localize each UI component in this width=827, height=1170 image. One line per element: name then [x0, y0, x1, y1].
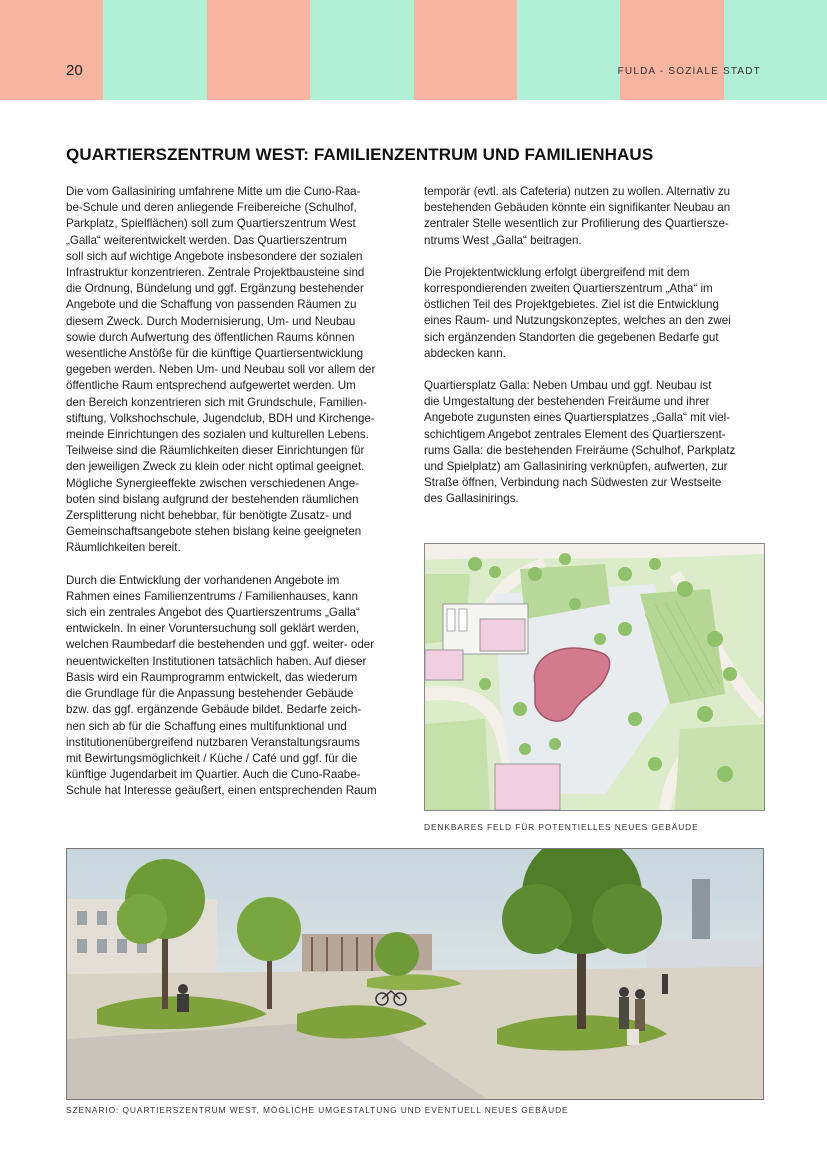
header-stripe [207, 0, 310, 100]
paragraph: temporär (evtl. als Cafeteria) nutzen zu wollen. Alternativ zu bestehenden Gebäuden könnte ein signifikanter Neubau an zentraler Stelle wesentlich zur Profilierung des Quartiersze- ntrums West „Galla“ beitragen. [424, 185, 731, 247]
photo-caption: SZENARIO: QUARTIERSZENTRUM WEST, MÖGLICHE UMGESTALTUNG UND EVENTUELL NEUES GEBÄUDE [66, 1105, 569, 1115]
header-stripe [414, 0, 517, 100]
scenario-rendering-drawing [67, 849, 763, 1099]
right-text-column [424, 184, 769, 524]
map-caption: DENKBARES FELD FÜR POTENTIELLES NEUES GEBÄUDE [424, 822, 699, 832]
publication-title: FULDA - SOZIALE STADT [617, 66, 761, 77]
paragraph: Durch die Entwicklung der vorhandenen Angebote im Rahmen eines Familienzentrums / Familienhauses, kann sich ein zentrales Angebot des Quartierszentrums „Galla“ entwickeln. In einer Voruntersuchung soll geklärt werden, welchen Raumbedarf die bestehenden und ggf. weiter- oder neuentwickelten Institutionen tatsächlich haben. Auf dieser Basis wird ein Raumprogramm entwickelt, das wiederum die Grundlage für die Anpassung bestehender Gebäude bzw. das ggf. ergänzende Gebäude bildet. Bedarfe zeich- nen sich ab für die Schaffung eines multifunktional und institutionenübergreifend nutzbaren Veranstaltungsraums mit Bewirtungsmöglichkeit / Küche / Café und ggf. für die künftige Jugendarbeit im Quartier. Auch die Cuno-Raabe- Schule hat Interesse geäußert, einen entsprechenden Raum [66, 573, 377, 798]
paragraph: Quartiersplatz Galla: Neben Umbau und ggf. Neubau ist die Umgestaltung der bestehenden Freiräume und ihrer Angebote zugunsten eines Quartiersplatzes „Galla“ mit viel- schichtigem Angebot zentrales Element des Quartierszent- rums Galla: die bestehenden Freiräume (Schulhof, Parkplatz und Spielplatz) am Gallasiniring verknüpfen, aufwerten, zur Straße öffnen, Verbindung nach Südwesten zur Westseite des Gallasinirings. [424, 379, 736, 506]
site-plan-drawing [425, 544, 764, 810]
header-stripe [517, 0, 620, 100]
paragraph: Die Projektentwicklung erfolgt übergreifend mit dem korrespondierenden zweiten Quartierszentrum „Atha“ im östlichen Teil des Projektgebietes. Ziel ist die Entwicklung eines Raum- und Nutzungskonzeptes, welches an den zwei sich ergänzenden Standorten die gegebenen Bedarfe gut abdecken kann. [424, 265, 731, 360]
header-stripe [0, 0, 103, 100]
header-stripe [724, 0, 827, 100]
scenario-rendering-image [66, 848, 764, 1100]
header-stripe [310, 0, 413, 100]
article-title: QUARTIERSZENTRUM WEST: FAMILIENZENTRUM UND FAMILIENHAUS [66, 145, 654, 164]
site-plan-image [424, 543, 765, 811]
paragraph: Die vom Gallasiniring umfahrene Mitte um die Cuno-Raa- be-Schule und deren anliegende Freibereiche (Schulhof, Parkplatz, Spielflächen) soll zum Quartierszentrum West „Galla“ weiterentwickelt werden. Das Quartierszentrum soll sich auf wichtige Angebote insbesondere der sozialen Infrastruktur konzentrieren. Zentrale Projektbausteine sind die Ordnung, Bündelung und ggf. Ergänzung bestehender Angebote und die Schaffung von passenden Räumen zu diesem Zweck. Durch Modernisierung, Um- und Neubau sowie durch Aufwertung des öffentlichen Raums können wesentliche Anstöße für die künftige Quartiersentwicklung gegeben werden. Neben Um- und Neubau soll vor allem der öffentliche Raum entsprechend aufgewertet werden. Um den Bereich konzentrieren sich mit Grundschule, Familien- stiftung, Volkshochschule, Jugendclub, BDH und Kirchenge- meinde Einrichtungen des sozialen und kulturellen Lebens. Teilweise sind die Räumlichkeiten dieser Einrichtungen für den jeweiligen Zweck zu klein oder nicht optimal geeignet. Mögliche Synergieeffekte zwischen verschiedenen Ange- boten sind bislang aufgrund der bestehenden räumlichen Zersplitterung nicht behebbar, für benötigte Zusatz- und Gemeinschaftsangebote stehen bislang keine geeigneten Räumlichkeiten bereit. [66, 185, 376, 555]
header-stripes [0, 0, 827, 100]
left-text-column [66, 184, 411, 816]
header-stripe [620, 0, 723, 100]
header-stripe [103, 0, 206, 100]
page-number: 20 [66, 62, 83, 79]
